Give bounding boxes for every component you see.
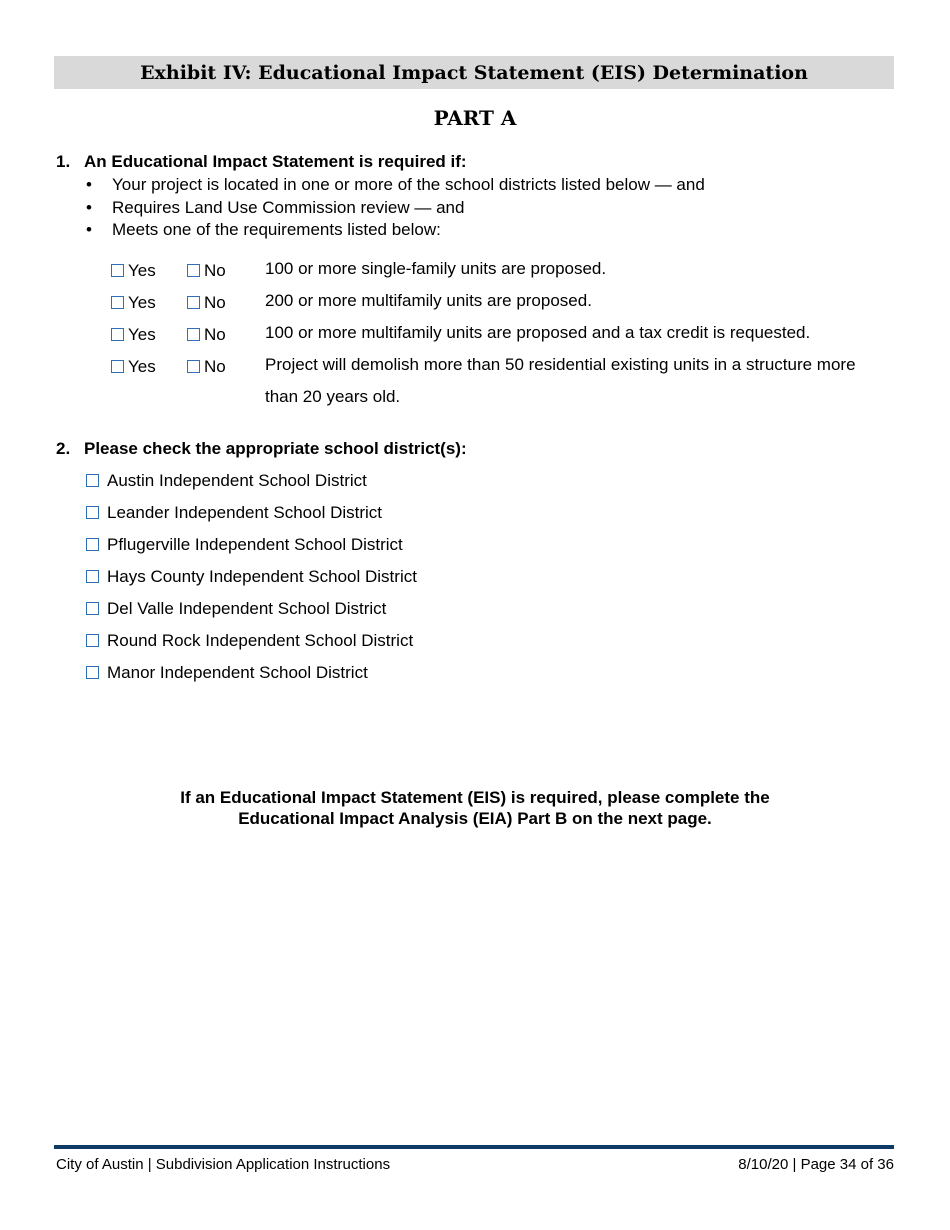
yes-label: Yes: [128, 261, 156, 280]
yes-label: Yes: [128, 357, 156, 376]
district-label: Del Valle Independent School District: [107, 599, 387, 618]
question-1-text: An Educational Impact Statement is required if:: [84, 152, 467, 171]
no-label: No: [204, 357, 226, 376]
no-option[interactable]: [187, 293, 226, 313]
eis-notice: [0, 787, 950, 829]
question-2-number: 2.: [56, 439, 71, 458]
exhibit-header-bar: [54, 56, 894, 89]
yes-checkbox[interactable]: [111, 328, 124, 341]
requirement-text: 100 or more single-family units are proposed.: [265, 259, 607, 278]
yes-label: Yes: [128, 325, 156, 344]
no-checkbox[interactable]: [187, 296, 200, 309]
district-option[interactable]: [86, 503, 382, 523]
no-label: No: [204, 293, 226, 312]
question-1-number: 1.: [56, 152, 71, 171]
requirement-text: Project will demolish more than 50 residential existing units in a structure more than 20 years old.: [265, 355, 856, 406]
district-checkbox[interactable]: [86, 506, 99, 519]
district-label: Hays County Independent School District: [107, 567, 417, 586]
question-2-heading: [56, 439, 467, 459]
district-checkbox[interactable]: [86, 474, 99, 487]
yes-option[interactable]: [111, 261, 156, 281]
footer-divider: [54, 1145, 894, 1149]
notice-line-2: Educational Impact Analysis (EIA) Part B on the next page.: [238, 809, 712, 828]
no-option[interactable]: [187, 357, 226, 377]
no-label: No: [204, 325, 226, 344]
district-option[interactable]: [86, 663, 368, 683]
yes-option[interactable]: [111, 357, 156, 377]
no-checkbox[interactable]: [187, 264, 200, 277]
no-checkbox[interactable]: [187, 360, 200, 373]
part-title: PART A: [433, 106, 517, 130]
yes-option[interactable]: [111, 293, 156, 313]
bullet-item: • Meets one of the requirements listed below:: [86, 220, 441, 239]
bullet-item: • Your project is located in one or more of the school districts listed below — and: [86, 175, 705, 194]
no-option[interactable]: [187, 261, 226, 281]
yes-checkbox[interactable]: [111, 264, 124, 277]
yes-checkbox[interactable]: [111, 296, 124, 309]
bullet-text: Requires Land Use Commission review — and: [112, 198, 465, 217]
district-checkbox[interactable]: [86, 634, 99, 647]
no-label: No: [204, 261, 226, 280]
district-checkbox[interactable]: [86, 538, 99, 551]
district-checkbox[interactable]: [86, 666, 99, 679]
district-option[interactable]: [86, 567, 417, 587]
footer-page-info: 8/10/20 | Page 34 of 36: [738, 1156, 894, 1173]
district-label: Leander Independent School District: [107, 503, 383, 522]
district-label: Round Rock Independent School District: [107, 631, 414, 650]
district-label: Pflugerville Independent School District: [107, 535, 403, 554]
district-option[interactable]: [86, 535, 403, 555]
bullet-text: Your project is located in one or more of the school districts listed below — and: [112, 175, 705, 194]
district-option[interactable]: [86, 471, 367, 491]
district-label: Austin Independent School District: [107, 471, 367, 490]
yes-checkbox[interactable]: [111, 360, 124, 373]
district-checkbox[interactable]: [86, 602, 99, 615]
bullet-item: • Requires Land Use Commission review — and: [86, 198, 465, 217]
yes-label: Yes: [128, 293, 156, 312]
district-label: Manor Independent School District: [107, 663, 368, 682]
bullet-text: Meets one of the requirements listed below:: [112, 220, 441, 239]
no-checkbox[interactable]: [187, 328, 200, 341]
requirement-text: 200 or more multifamily units are proposed.: [265, 291, 592, 310]
notice-line-1: If an Educational Impact Statement (EIS) is required, please complete the: [180, 788, 770, 807]
footer-left-text: City of Austin | Subdivision Application Instructions: [56, 1156, 391, 1173]
yes-option[interactable]: [111, 325, 156, 345]
district-option[interactable]: [86, 599, 386, 619]
district-option[interactable]: [86, 631, 413, 651]
question-2-text: Please check the appropriate school district(s):: [84, 439, 467, 458]
requirement-text: 100 or more multifamily units are proposed and a tax credit is requested.: [265, 323, 811, 342]
no-option[interactable]: [187, 325, 226, 345]
district-checkbox[interactable]: [86, 570, 99, 583]
page-title: Exhibit IV: Educational Impact Statement (EIS) Determination: [140, 61, 808, 84]
question-1-heading: [56, 152, 467, 172]
